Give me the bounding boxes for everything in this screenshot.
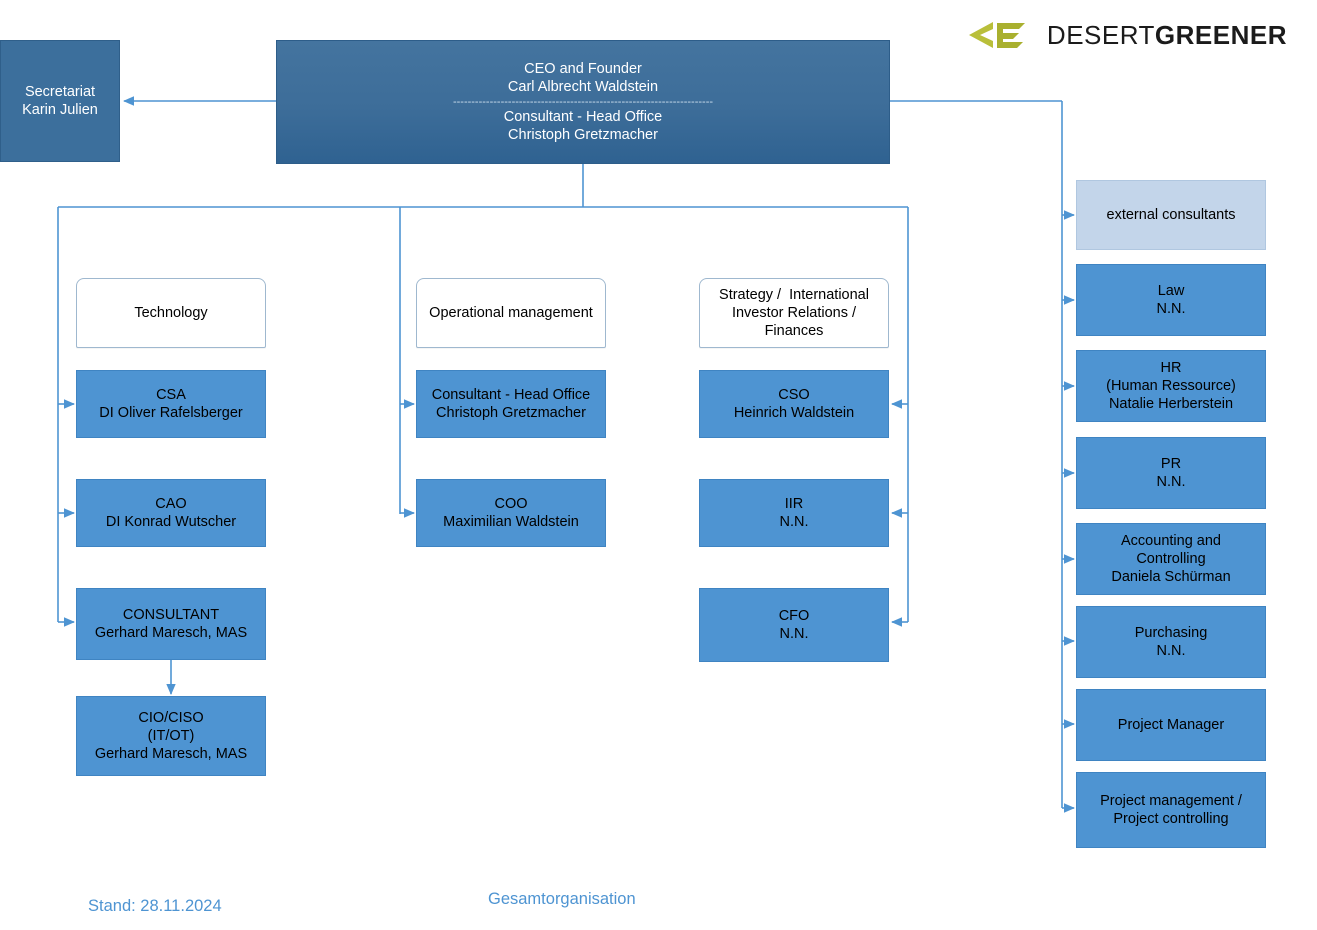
consultant-head-office-line-1: Consultant - Head Office	[431, 386, 591, 403]
strategy-header-line-1: Strategy / International	[719, 286, 869, 303]
node-cio-ciso[interactable]	[76, 696, 266, 776]
accounting-line-1: Accounting and	[1121, 532, 1221, 549]
node-purchasing[interactable]	[1076, 606, 1266, 678]
iir-line-2: N.N.	[779, 514, 809, 530]
technology-header-label: Technology	[134, 304, 208, 321]
coo-line-2: Maximilian Waldstein	[443, 514, 579, 530]
ceo-divider: -----------------------------------------------------------------------	[452, 95, 714, 108]
node-coo[interactable]	[416, 479, 606, 547]
cio-ciso-line-2: (IT/OT)	[147, 727, 195, 744]
cio-ciso-line-1: CIO/CISO	[138, 709, 204, 726]
node-cso[interactable]	[699, 370, 889, 438]
node-pr[interactable]	[1076, 437, 1266, 509]
hr-line-2: (Human Ressource)	[1106, 377, 1236, 394]
footer-title: Gesamtorganisation	[488, 890, 636, 908]
strategy-header-line-2: Investor Relations /	[731, 304, 857, 321]
hr-line-1: HR	[1160, 359, 1182, 376]
desertgreener-logo-mark	[967, 18, 1033, 52]
project-management-line-2: Project controlling	[1113, 811, 1229, 827]
purchasing-line-2: N.N.	[1156, 643, 1186, 659]
footer-date: Stand: 28.11.2024	[88, 897, 222, 915]
coo-line-1: COO	[494, 495, 528, 512]
node-strategy-header[interactable]	[699, 278, 889, 348]
strategy-header-line-3: Finances	[764, 323, 824, 340]
node-iir[interactable]	[699, 479, 889, 547]
consultant-head-office-line-2: Christoph Gretzmacher	[436, 405, 586, 421]
accounting-line-2: Controlling	[1136, 550, 1206, 567]
csa-line-2: DI Oliver Rafelsberger	[99, 405, 243, 421]
purchasing-line-1: Purchasing	[1134, 624, 1208, 641]
node-ceo[interactable]	[276, 40, 890, 164]
consultant-line-1: CONSULTANT	[122, 606, 220, 623]
cao-line-2: DI Konrad Wutscher	[105, 514, 237, 530]
node-consultant[interactable]	[76, 588, 266, 660]
ceo-line-2: Carl Albrecht Waldstein	[507, 78, 659, 95]
iir-line-1: IIR	[784, 495, 804, 512]
brand-wordmark	[1047, 20, 1287, 51]
ceo-line-1: CEO and Founder	[524, 60, 642, 77]
cao-line-1: CAO	[155, 495, 187, 512]
node-accounting-controlling[interactable]	[1076, 523, 1266, 595]
node-project-management[interactable]	[1076, 772, 1266, 848]
node-operational-header[interactable]	[416, 278, 606, 348]
brand-word-desert: DESERT	[1046, 19, 1155, 50]
hr-line-3: Natalie Herberstein	[1108, 396, 1234, 413]
consultant-line-2: Gerhard Maresch, MAS	[94, 625, 248, 641]
node-hr[interactable]	[1076, 350, 1266, 422]
project-management-line-1: Project management /	[1100, 792, 1242, 809]
cfo-line-2: N.N.	[779, 626, 809, 642]
pr-line-1: PR	[1160, 455, 1182, 472]
ceo-line-4: Christoph Gretzmacher	[508, 127, 658, 144]
operational-header-label: Operational management	[429, 304, 593, 321]
law-line-2: N.N.	[1156, 301, 1186, 317]
cio-ciso-line-3: Gerhard Maresch, MAS	[94, 746, 248, 763]
secretariat-line-1: Secretariat	[24, 83, 96, 100]
node-technology-header[interactable]	[76, 278, 266, 348]
pr-line-2: N.N.	[1156, 474, 1186, 490]
secretariat-line-2: Karin Julien	[22, 102, 98, 118]
node-cfo[interactable]	[699, 588, 889, 662]
law-line-1: Law	[1157, 282, 1185, 299]
cso-line-1: CSO	[778, 386, 810, 403]
node-consultant-head-office[interactable]	[416, 370, 606, 438]
node-law[interactable]	[1076, 264, 1266, 336]
brand-word-greener: GREENER	[1154, 19, 1287, 50]
brand-logo	[967, 18, 1287, 52]
node-csa[interactable]	[76, 370, 266, 438]
cfo-line-1: CFO	[778, 607, 810, 624]
node-external-consultants[interactable]	[1076, 180, 1266, 250]
node-secretariat[interactable]	[0, 40, 120, 162]
accounting-line-3: Daniela Schürman	[1111, 569, 1231, 586]
node-project-manager[interactable]	[1076, 689, 1266, 761]
external-consultants-label: external consultants	[1106, 206, 1236, 223]
node-cao[interactable]	[76, 479, 266, 547]
cso-line-2: Heinrich Waldstein	[733, 405, 855, 421]
ceo-line-3: Consultant - Head Office	[503, 109, 663, 126]
project-manager-label: Project Manager	[1117, 716, 1225, 733]
csa-line-1: CSA	[156, 386, 186, 403]
